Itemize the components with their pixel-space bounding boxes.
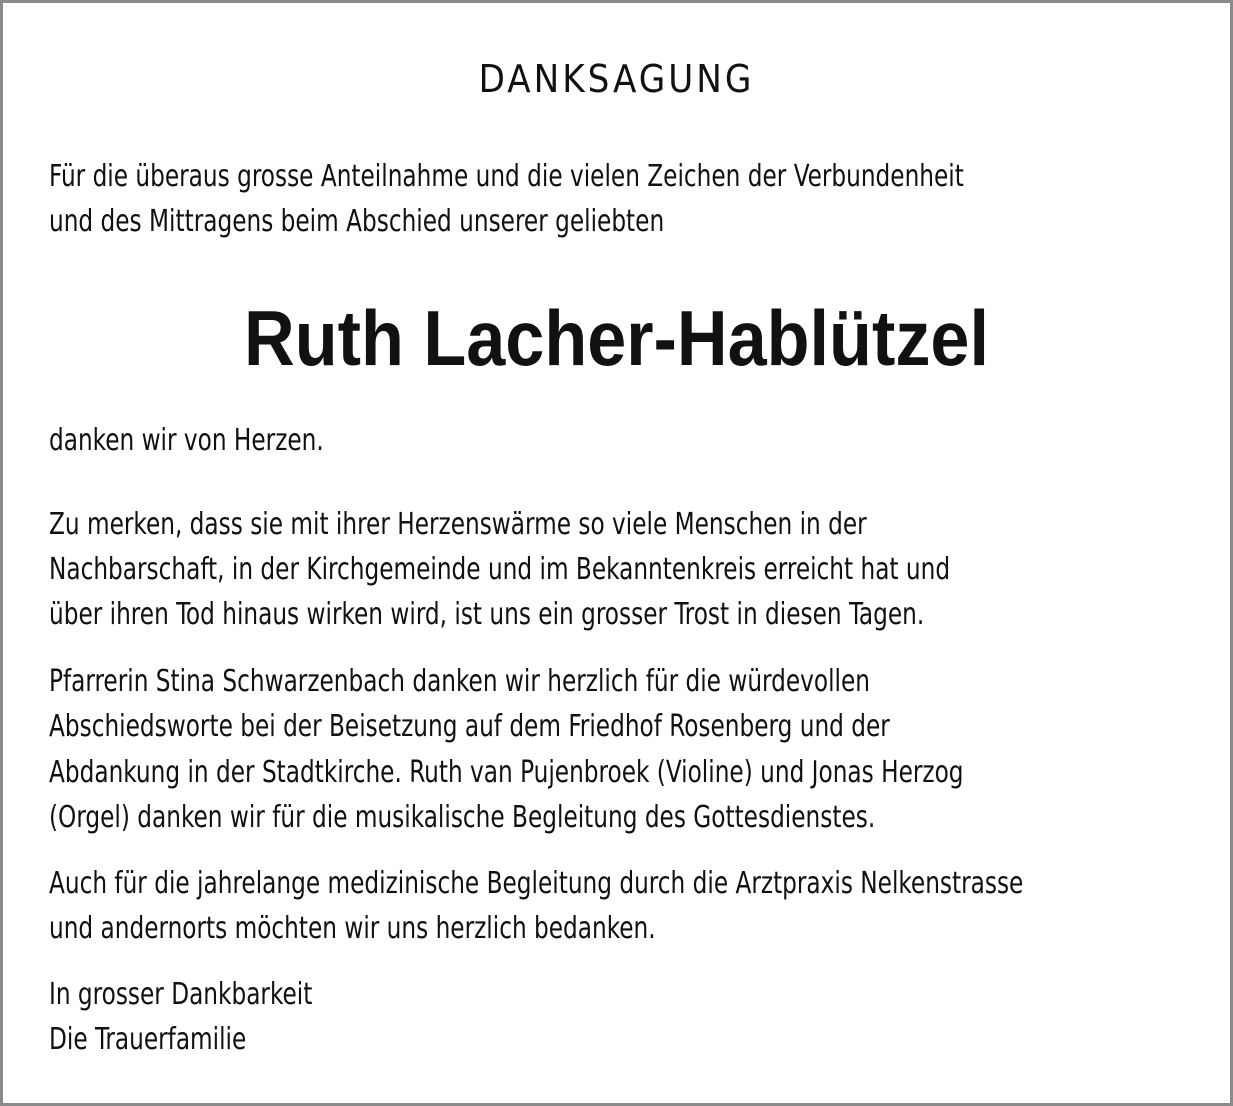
thanks-line: danken wir von Herzen. <box>49 423 324 458</box>
paragraph2-line-3: Abdankung in der Stadtkirche. Ruth van Pujenbroek (Violine) und Jonas Herzog <box>49 755 964 790</box>
paragraph3-line-2: und andernorts möchten wir uns herzlich bedanken. <box>49 911 656 946</box>
paragraph2-line-4: (Orgel) danken wir für die musikalische Begleitung des Gottesdienstes. <box>49 800 876 835</box>
paragraph1-line-3: über ihren Tod hinaus wirken wird, ist uns ein grosser Trost in diesen Tagen. <box>49 597 925 632</box>
notice-heading: DANKSAGUNG <box>478 57 755 101</box>
paragraph3-line-1: Auch für die jahrelange medizinische Begleitung durch die Arztpraxis Nelkenstrasse <box>49 866 1024 901</box>
intro-line-2: und des Mittragens beim Abschied unserer geliebten <box>49 204 665 239</box>
closing-signature: Die Trauerfamilie <box>49 1022 247 1057</box>
deceased-name: Ruth Lacher-Hablützel <box>244 294 989 382</box>
paragraph1-line-2: Nachbarschaft, in der Kirchgemeinde und im Bekanntenkreis erreicht hat und <box>49 552 951 587</box>
closing-line-1: In grosser Dankbarkeit <box>49 977 313 1012</box>
paragraph2-line-2: Abschiedsworte bei der Beisetzung auf dem Friedhof Rosenberg und der <box>49 709 890 744</box>
paragraph2-line-1: Pfarrerin Stina Schwarzenbach danken wir herzlich für die würdevollen <box>49 664 870 699</box>
intro-line-1: Für die überaus grosse Anteilnahme und die vielen Zeichen der Verbundenheit <box>49 159 964 194</box>
paragraph1-line-1: Zu merken, dass sie mit ihrer Herzenswärme so viele Menschen in der <box>49 507 867 542</box>
